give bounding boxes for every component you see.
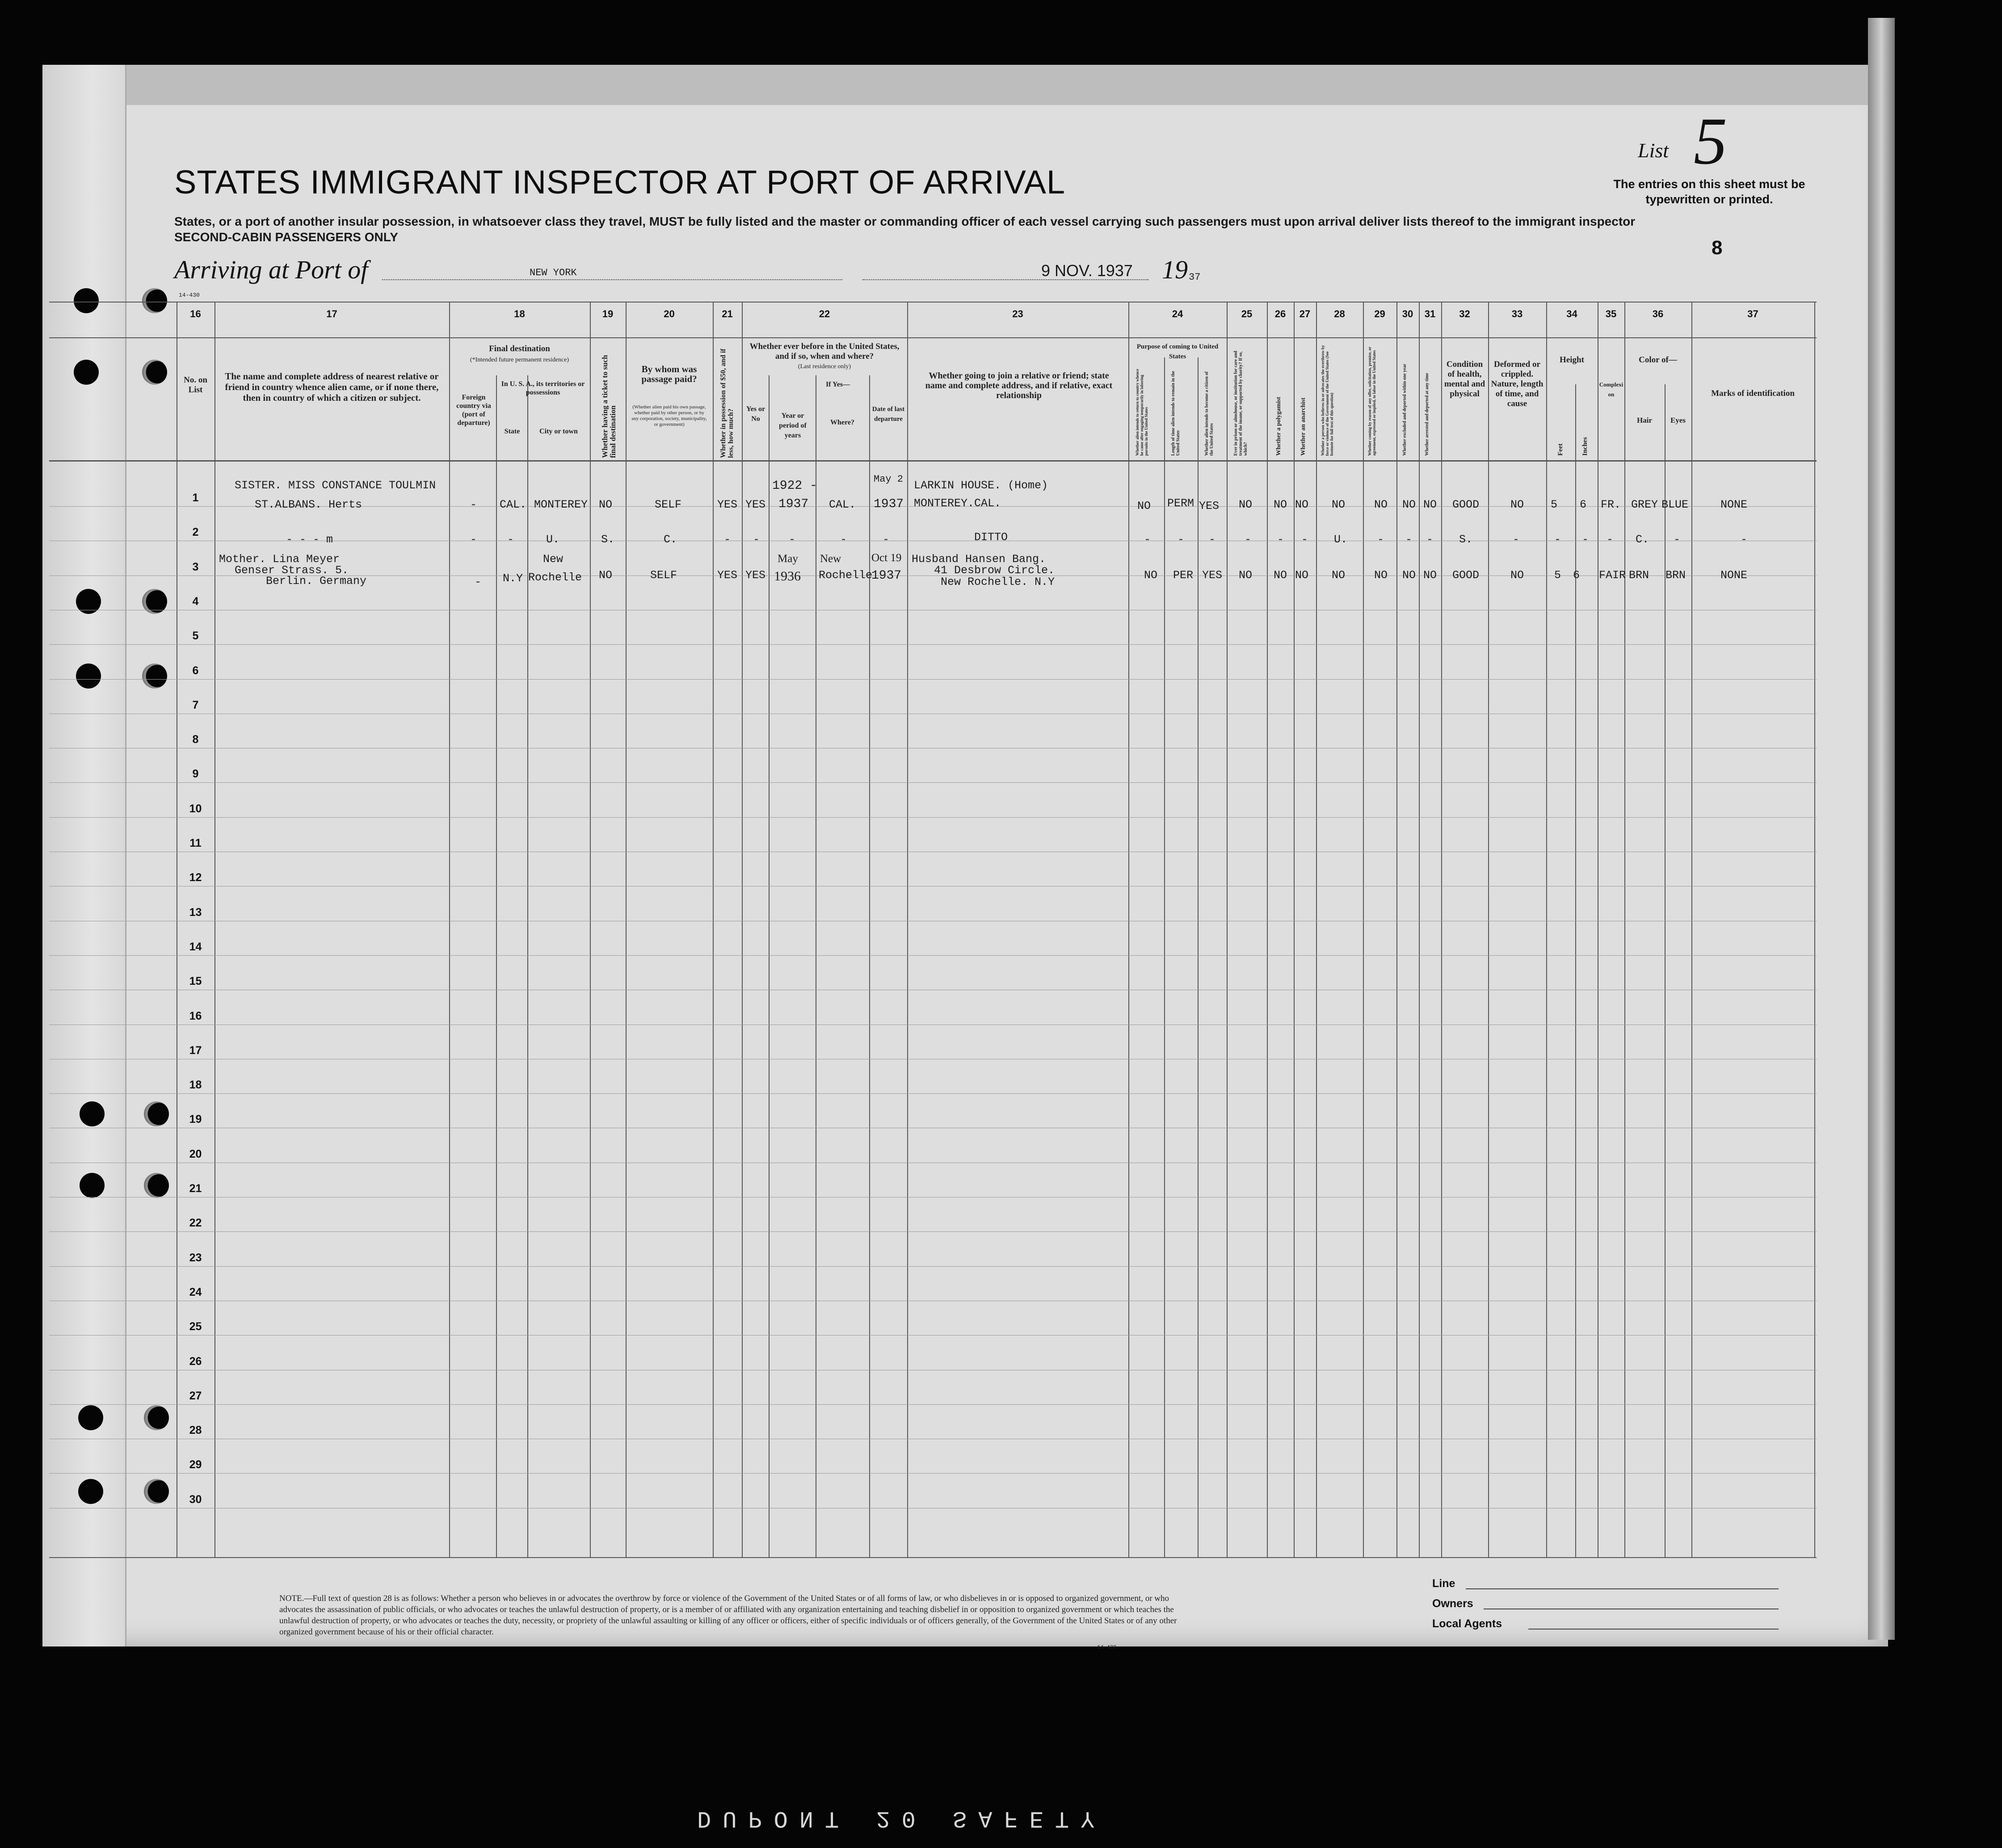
hdr-hair: Hair <box>1637 416 1652 424</box>
row-number: 20 <box>189 1148 202 1160</box>
colnum-22: 22 <box>819 308 830 319</box>
row3-feet: 5 <box>1554 569 1561 582</box>
row-number: 26 <box>189 1355 202 1368</box>
row3-hair: BRN <box>1629 569 1649 582</box>
row3-deformed: NO <box>1510 569 1524 582</box>
row3-q29: NO <box>1374 569 1388 582</box>
port-value: NEW YORK <box>530 267 577 278</box>
row3-purpose-a: NO <box>1144 569 1158 582</box>
row-number: 15 <box>189 975 202 987</box>
row-number: 8 <box>192 733 199 746</box>
colnum-31: 31 <box>1424 308 1436 319</box>
colnum-rule <box>49 337 1817 338</box>
hdr-color-of: Color of— <box>1639 355 1677 365</box>
row-number: 25 <box>189 1320 202 1333</box>
form-title: STATES IMMIGRANT INSPECTOR AT PORT OF ARRIVAL <box>174 164 1066 201</box>
year-prefix: 19 <box>1162 255 1188 284</box>
owners-label: Owners <box>1432 1597 1473 1610</box>
row3-where2: Rochelle <box>819 569 873 582</box>
hdr-passage-note: (Whether alien paid his own passage, whether paid by other person, or by any corporation, society, municipality, or government) <box>631 404 707 427</box>
row1-years: 1922 - <box>772 479 817 493</box>
row3-ticket: NO <box>599 569 613 582</box>
row1-purpose-c: YES <box>1199 500 1220 512</box>
row1-joining2: MONTEREY.CAL. <box>914 497 1001 510</box>
row2-q28: U. <box>1334 533 1348 546</box>
row3-health: GOOD <box>1452 569 1480 582</box>
colnum-27: 27 <box>1299 308 1311 319</box>
colnum-26: 26 <box>1274 308 1286 319</box>
row-number: 19 <box>189 1113 202 1126</box>
punch-hole <box>80 1101 105 1126</box>
row2-q31: - <box>1426 533 1434 546</box>
hdr-year-period: Year or period of years <box>779 412 807 439</box>
row-number: 12 <box>189 871 202 884</box>
row2-purpose-a: - <box>1144 533 1151 546</box>
hdr-inches: Inches <box>1581 437 1589 456</box>
colnum-16: 16 <box>190 308 201 319</box>
row3-prison: NO <box>1239 569 1253 582</box>
hdr-before-us: Whether ever before in the United States, and if so, when and where? <box>749 342 900 361</box>
row3-relative-line3: Berlin. Germany <box>266 575 367 588</box>
colnum-32: 32 <box>1459 308 1470 319</box>
row-number: 9 <box>192 768 199 780</box>
list-number: 5 <box>1694 104 1727 178</box>
row-number: 4 <box>192 595 199 608</box>
date-value: 9 NOV. 1937 <box>1041 261 1133 280</box>
hdr-state: State <box>504 428 520 435</box>
row1-foreign: - <box>470 498 477 511</box>
row2-departure: - <box>883 533 890 546</box>
row3-before: YES <box>745 569 766 582</box>
arriving-label: Arriving at Port of <box>174 255 368 284</box>
table-bottom-rule <box>49 1557 1817 1558</box>
hdr-money: Whether in possession of $50, and if less, how much? <box>719 349 735 458</box>
row3-inches: 6 <box>1573 569 1580 582</box>
row-rule <box>49 1473 1817 1474</box>
row1-eyes: BLUE <box>1661 498 1689 511</box>
row2-deformed: - <box>1513 533 1520 546</box>
colnum-17: 17 <box>326 308 337 319</box>
row-number: 28 <box>189 1424 202 1436</box>
row3-years2: 1936 <box>774 569 801 584</box>
row2-state: - <box>507 533 514 546</box>
row-rule <box>49 1093 1817 1094</box>
row1-q29: NO <box>1374 498 1388 511</box>
row2-q29: - <box>1377 533 1384 546</box>
agents-label: Local Agents <box>1432 1617 1502 1630</box>
row2-prison: - <box>1245 533 1252 546</box>
colnum-20: 20 <box>664 308 675 319</box>
punch-hole <box>142 288 167 313</box>
row1-prison: NO <box>1239 498 1253 511</box>
row2-marks: - <box>1741 533 1748 546</box>
row1-polygamist: NO <box>1274 498 1287 511</box>
row3-passage: SELF <box>650 569 677 582</box>
hdr-purpose-c: Whether alien intends to become a citizen of the United States <box>1204 371 1214 456</box>
row-number: 5 <box>192 630 199 642</box>
row1-departure2: 1937 <box>874 497 904 511</box>
hdr-marks: Marks of identification <box>1711 389 1795 398</box>
punch-hole <box>142 360 167 385</box>
row1-q30: NO <box>1402 498 1416 511</box>
punch-hole <box>78 1405 103 1430</box>
row-number: 1 <box>192 491 199 504</box>
top-fold <box>125 65 1888 105</box>
hdr-yes-no: Yes or No <box>746 405 765 423</box>
punch-hole <box>76 664 101 689</box>
row1-inches: 6 <box>1580 498 1587 511</box>
colnum-34: 34 <box>1566 308 1577 319</box>
row1-departure: May 2 <box>874 474 904 485</box>
row3-joining3: New Rochelle. N.Y <box>941 575 1055 588</box>
row3-departure2: 1937 <box>871 569 902 583</box>
hdr-date-departure: Date of last departure <box>872 406 905 423</box>
form-code: 14-430 <box>179 292 200 298</box>
row1-money: YES <box>717 498 738 511</box>
row2-inches: - <box>1582 533 1589 546</box>
row3-relative-line2: Genser Strass. 5. <box>235 564 349 577</box>
row-rule <box>49 955 1817 956</box>
row-rule <box>49 1404 1817 1405</box>
row2-before: - <box>753 533 760 546</box>
row1-purpose-b: PERM <box>1167 497 1194 510</box>
hdr-joining: Whether going to join a relative or friend; state name and complete address, and if relative, exact relationship <box>925 371 1113 400</box>
class-line: SECOND-CABIN PASSENGERS ONLY <box>174 230 398 244</box>
hdr-where: Where? <box>830 419 854 426</box>
hdr-q30: Whether excluded and deported within one year <box>1402 364 1407 456</box>
colnum-36: 36 <box>1652 308 1664 319</box>
colnum-18: 18 <box>514 308 525 319</box>
row-number: 30 <box>189 1493 202 1506</box>
row3-foreign: - <box>475 575 482 588</box>
row-number: 6 <box>192 664 199 677</box>
header-bottom-rule <box>49 460 1817 462</box>
row-number: 3 <box>192 561 199 573</box>
hdr-no-on-list: No. on List <box>184 375 207 395</box>
row2-joining: DITTO <box>974 531 1008 544</box>
hdr-final-destination-note: (*Intended future permanent residence) <box>470 357 569 363</box>
colnum-35: 35 <box>1605 308 1617 319</box>
row3-eyes: BRN <box>1666 569 1686 582</box>
row3-purpose-c: YES <box>1202 569 1223 582</box>
agents-rule <box>1528 1629 1779 1630</box>
colnum-19: 19 <box>602 308 614 319</box>
row1-anarchist: NO <box>1295 498 1309 511</box>
hdr-relative: The name and complete address of nearest relative or friend in country whence alien came, or if none there, then in country of which a citizen or subject. <box>225 371 439 403</box>
row-rule <box>49 1231 1817 1232</box>
row3-city: New <box>543 553 564 566</box>
row1-years2: 1937 <box>778 497 809 511</box>
hdr-health: Condition of health, mental and physical <box>1444 360 1485 399</box>
row-rule <box>49 782 1817 783</box>
row-number: 7 <box>192 699 199 711</box>
row-number: 16 <box>189 1010 202 1022</box>
row3-polygamist: NO <box>1274 569 1287 582</box>
hdr-eyes: Eyes <box>1670 416 1686 424</box>
film-edge-marking: DUPONT 20 SAFETY <box>697 1805 1106 1831</box>
row-rule <box>49 1266 1817 1267</box>
row1-city: MONTEREY <box>534 498 588 511</box>
row1-q31: NO <box>1423 498 1437 511</box>
line-label: Line <box>1432 1577 1455 1590</box>
punch-hole <box>144 1405 169 1430</box>
row1-feet: 5 <box>1551 498 1558 511</box>
row3-state: N.Y <box>503 572 523 585</box>
row2-foreign: - <box>470 533 477 546</box>
row-number: 13 <box>189 906 202 919</box>
row1-purpose-a: NO <box>1137 500 1151 512</box>
hdr-q29: Whether coming by reason of any offer, solicitation, promise, or agreement, expressed or implied, to labor in the United States <box>1367 347 1376 456</box>
row2-years: - <box>789 533 796 546</box>
punch-hole <box>74 360 99 385</box>
row1-deformed: NO <box>1510 498 1524 511</box>
row2-purpose-b: - <box>1178 533 1185 546</box>
colnum-24: 24 <box>1172 308 1183 319</box>
row3-q30: NO <box>1402 569 1416 582</box>
row3-marks: NONE <box>1720 569 1748 582</box>
colnum-28: 28 <box>1334 308 1345 319</box>
hdr-polygamist: Whether a polygamist <box>1275 397 1282 456</box>
colnum-30: 30 <box>1402 308 1413 319</box>
row3-purpose-b: PER <box>1173 569 1194 582</box>
colnum-37: 37 <box>1747 308 1758 319</box>
hdr-q28: Whether a person who believes in or advocates the overthrow by force or violence of the Government of the United States (See footnote for full text of this question) <box>1321 345 1334 456</box>
row2-relative: - - - m <box>286 533 333 546</box>
colnum-25: 25 <box>1241 308 1253 319</box>
row2-anarchist: - <box>1301 533 1308 546</box>
row2-money: - <box>724 533 731 546</box>
row-number: 22 <box>189 1217 202 1229</box>
binding-strip <box>1868 18 1895 1640</box>
row3-years: May <box>778 553 798 565</box>
sheet-note: The entries on this sheet must be typewritten or printed. <box>1613 177 1805 206</box>
row3-joining: Husband Hansen Bang. <box>912 553 1046 566</box>
row3-money: YES <box>717 569 738 582</box>
punch-hole <box>78 1479 103 1504</box>
row3-complexion: FAIR <box>1599 569 1626 582</box>
row-number: 17 <box>189 1044 202 1057</box>
row-number: 21 <box>189 1182 202 1195</box>
row1-state: CAL. <box>500 498 527 511</box>
row3-relative-line1: Mother. Lina Meyer <box>219 553 340 566</box>
row-number: 2 <box>192 526 199 538</box>
footnote-q28: NOTE.—Full text of question 28 is as follows: Whether a person who believes in or advocates the overthrow by force or violence of the Government of the United States or of all forms of law, or who disbelieves in or is opposed to organized government, or who advocates the assassination of public officials, or who advocates or teaches the unlawful destruction of property, or is a member of or affiliated with any organization entertaining and teaching disbelief in or opposition to organized government or which teaches the unlawful destruction of property, or who advocates or teaches the duty, necessity, or propriety of the unlawful assaulting or killing of any officer or officers, either of specific individuals or of officers generally, of the Government of the United States or of any other organized government because of his or their official character. <box>279 1594 1177 1637</box>
hdr-final-destination: Final destination <box>489 344 550 353</box>
row2-eyes: - <box>1674 533 1681 546</box>
row1-passage: SELF <box>655 498 682 511</box>
row2-ticket: S. <box>601 533 615 546</box>
page-number: 8 <box>1712 237 1723 259</box>
row-number: 24 <box>189 1286 202 1298</box>
row-rule <box>49 817 1817 818</box>
hdr-before-us-note: (Last residence only) <box>798 363 851 370</box>
hdr-purpose: Purpose of coming to United States <box>1136 343 1219 360</box>
row3-q31: NO <box>1423 569 1437 582</box>
row-rule <box>49 1335 1817 1336</box>
hdr-deformed: Deformed or crippled. Nature, length of time, and cause <box>1491 360 1544 408</box>
row-number: 18 <box>189 1079 202 1091</box>
row1-relative-line1: SISTER. MISS CONSTANCE TOULMIN <box>235 479 436 492</box>
row-number: 29 <box>189 1458 202 1471</box>
punch-hole <box>142 664 167 689</box>
row2-city: U. <box>546 533 560 546</box>
row2-feet: - <box>1554 533 1561 546</box>
row3-q28: NO <box>1332 569 1346 582</box>
row-rule <box>49 679 1817 680</box>
hdr-prison: Ever in prison or almshouse, or institution for care and treatment of the insane, or supported by charity? If so, which? <box>1233 351 1248 456</box>
punch-hole <box>80 1173 105 1198</box>
row2-where: - <box>840 533 847 546</box>
row1-q28: NO <box>1332 498 1346 511</box>
row1-relative-line2: ST.ALBANS. Herts <box>255 498 362 511</box>
row3-departure: Oct 19 <box>871 552 902 564</box>
line-rule <box>1466 1588 1779 1589</box>
row-number: 10 <box>189 802 202 815</box>
punch-hole <box>144 1479 169 1504</box>
row1-joining: LARKIN HOUSE. (Home) <box>914 479 1048 492</box>
hdr-passage: By whom was passage paid? <box>641 364 697 384</box>
row2-passage: C. <box>664 533 677 546</box>
row-rule <box>49 644 1817 645</box>
row1-hair: GREY <box>1631 498 1658 511</box>
row-number: 11 <box>189 837 202 849</box>
row1-health: GOOD <box>1452 498 1480 511</box>
footer-form-code: 14-430 <box>1097 1644 1117 1651</box>
hdr-purpose-a: Whether alien intends to return to country whence he came after engaging temporarily in laboring pursuits in the United States <box>1135 369 1148 456</box>
row-number: 27 <box>189 1390 202 1402</box>
colnum-29: 29 <box>1374 308 1385 319</box>
row1-ticket: NO <box>599 498 613 511</box>
row2-polygamist: - <box>1277 533 1284 546</box>
form-instruction: States, or a port of another insular possession, in whatsoever class they travel, MUST be fully listed and the master or commanding officer of each vessel carrying such passengers must upon arrival deliver lists thereof to the immigrant inspector <box>174 214 1636 228</box>
punch-hole <box>144 1173 169 1198</box>
hdr-height: Height <box>1560 355 1584 365</box>
year-suffix: 37 <box>1189 272 1201 283</box>
row-number: 23 <box>189 1252 202 1264</box>
row2-complexion: - <box>1607 533 1614 546</box>
row3-joining2: 41 Desbrow Circle. <box>934 564 1055 577</box>
row3-anarchist: NO <box>1295 569 1309 582</box>
row3-where: New <box>820 553 841 565</box>
punch-hole <box>144 1101 169 1126</box>
row2-health: S. <box>1459 533 1473 546</box>
hdr-foreign-country: Foreign country via (port of departure) <box>456 394 491 427</box>
row3-city2: Rochelle <box>528 571 582 584</box>
hdr-anarchist: Whether an anarchist <box>1300 397 1307 456</box>
hdr-ticket: Whether having a ticket to such final destination <box>601 355 617 458</box>
hdr-purpose-b: Length of time alien intends to remain in the United States <box>1171 371 1181 456</box>
list-label: List <box>1638 139 1669 162</box>
colnum-33: 33 <box>1511 308 1523 319</box>
colnum-21: 21 <box>722 308 733 319</box>
row1-before: YES <box>745 498 766 511</box>
hdr-complexion: Complexion <box>1599 381 1623 398</box>
row2-q30: - <box>1405 533 1413 546</box>
colnum-23: 23 <box>1012 308 1023 319</box>
hdr-feet: Feet <box>1557 443 1564 456</box>
punch-hole <box>74 288 99 313</box>
port-line <box>382 279 842 280</box>
hdr-q31: Whether arrested and deported at any time <box>1425 373 1430 456</box>
hdr-if-yes: If Yes— <box>825 381 850 388</box>
row1-where: CAL. <box>829 498 856 511</box>
row1-complexion: FR. <box>1601 498 1621 511</box>
row2-hair: C. <box>1636 533 1649 546</box>
hdr-city: City or town <box>539 428 578 435</box>
hdr-in-usa: In U. S. A., its territories or possessions <box>501 380 585 396</box>
row2-purpose-c: - <box>1209 533 1216 546</box>
row1-marks: NONE <box>1720 498 1748 511</box>
row-number: 14 <box>189 941 202 953</box>
